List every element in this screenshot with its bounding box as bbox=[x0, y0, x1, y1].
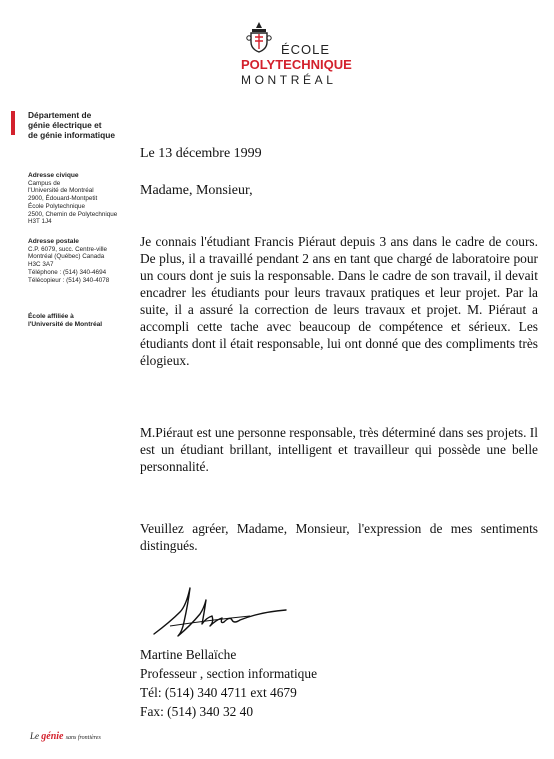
address-line: l'Université de Montréal bbox=[28, 187, 94, 195]
salutation: Madame, Monsieur, bbox=[140, 183, 253, 198]
signer-name: Martine Bellaïche bbox=[140, 647, 237, 662]
department-block bbox=[28, 110, 138, 140]
footer-logo-tagline: sans frontières bbox=[65, 735, 101, 741]
paragraph-1: Je connais l'étudiant Francis Piéraut depuis 3 ans dans le cadre de cours. De plus, il a travaillé pendant 2 ans en tant que chargé de laboratoire pour un cours dont je suis la responsable. Dans le cadre de son travail, il devait encadrer les étudiants pour leurs travaux pratiques et leur projet. Par la suite, il a assuré la correction de leurs travaux et projet. M. Piéraut a accompli cette tache avec beaucoup de compétence et sérieux. Les étudiants dont il était responsable, lui ont donné que des compliments très élogieux. bbox=[140, 234, 538, 368]
address-line: 2500, Chemin de Polytechnique bbox=[28, 210, 118, 218]
address-line: Télécopieur : (514) 340-4078 bbox=[28, 276, 110, 284]
civic-address-block bbox=[28, 172, 128, 226]
footer-logo-genie: génie bbox=[41, 731, 64, 742]
paragraph-2: M.Piéraut est une personne responsable, très déterminé dans ses projets. Il est un étudiant brillant, intelligent et travailleur qui possède une belle personnalité. bbox=[140, 425, 538, 474]
signer-fax: Fax: (514) 340 32 40 bbox=[140, 704, 254, 719]
logo-polytechnique: POLYTECHNIQUE bbox=[241, 57, 352, 72]
civic-address-title: Adresse civique bbox=[28, 172, 79, 179]
footer-logo-le: Le bbox=[30, 731, 39, 741]
crest-icon bbox=[244, 20, 274, 54]
affiliation-block bbox=[28, 313, 128, 328]
address-line: 2900, Édouard-Montpetit bbox=[28, 195, 98, 203]
footer-logo bbox=[30, 731, 101, 742]
paragraph-3: Veuillez agréer, Madame, Monsieur, l'expression de mes sentiments distingués. bbox=[140, 521, 538, 553]
department-line: de génie informatique bbox=[28, 130, 116, 140]
address-line: École Polytechnique bbox=[28, 202, 86, 210]
signer-block bbox=[140, 645, 317, 721]
postal-address-title: Adresse postale bbox=[28, 238, 79, 245]
handwritten-signature bbox=[150, 582, 290, 642]
department-line: Département de bbox=[28, 110, 92, 120]
postal-address-block bbox=[28, 238, 128, 284]
address-line: H3T 1J4 bbox=[28, 218, 52, 226]
address-line: H3C 3A7 bbox=[28, 261, 54, 269]
address-line: C.P. 6079, succ. Centre-ville bbox=[28, 245, 107, 253]
address-line: Téléphone : (514) 340-4694 bbox=[28, 268, 107, 276]
logo-montreal: MONTRÉAL bbox=[241, 73, 337, 87]
red-accent-bar bbox=[11, 111, 15, 135]
signer-phone: Tél: (514) 340 4711 ext 4679 bbox=[140, 685, 297, 700]
affiliation-line: École affiliée à bbox=[28, 313, 74, 320]
signer-title: Professeur , section informatique bbox=[140, 666, 318, 681]
letter-date: Le 13 décembre 1999 bbox=[140, 146, 262, 161]
department-line: génie électrique et bbox=[28, 120, 102, 130]
logo-ecole: ÉCOLE bbox=[281, 42, 331, 57]
address-line: Montréal (Québec) Canada bbox=[28, 253, 105, 261]
address-line: Campus de bbox=[28, 179, 61, 187]
affiliation-line: l'Université de Montréal bbox=[28, 320, 103, 328]
